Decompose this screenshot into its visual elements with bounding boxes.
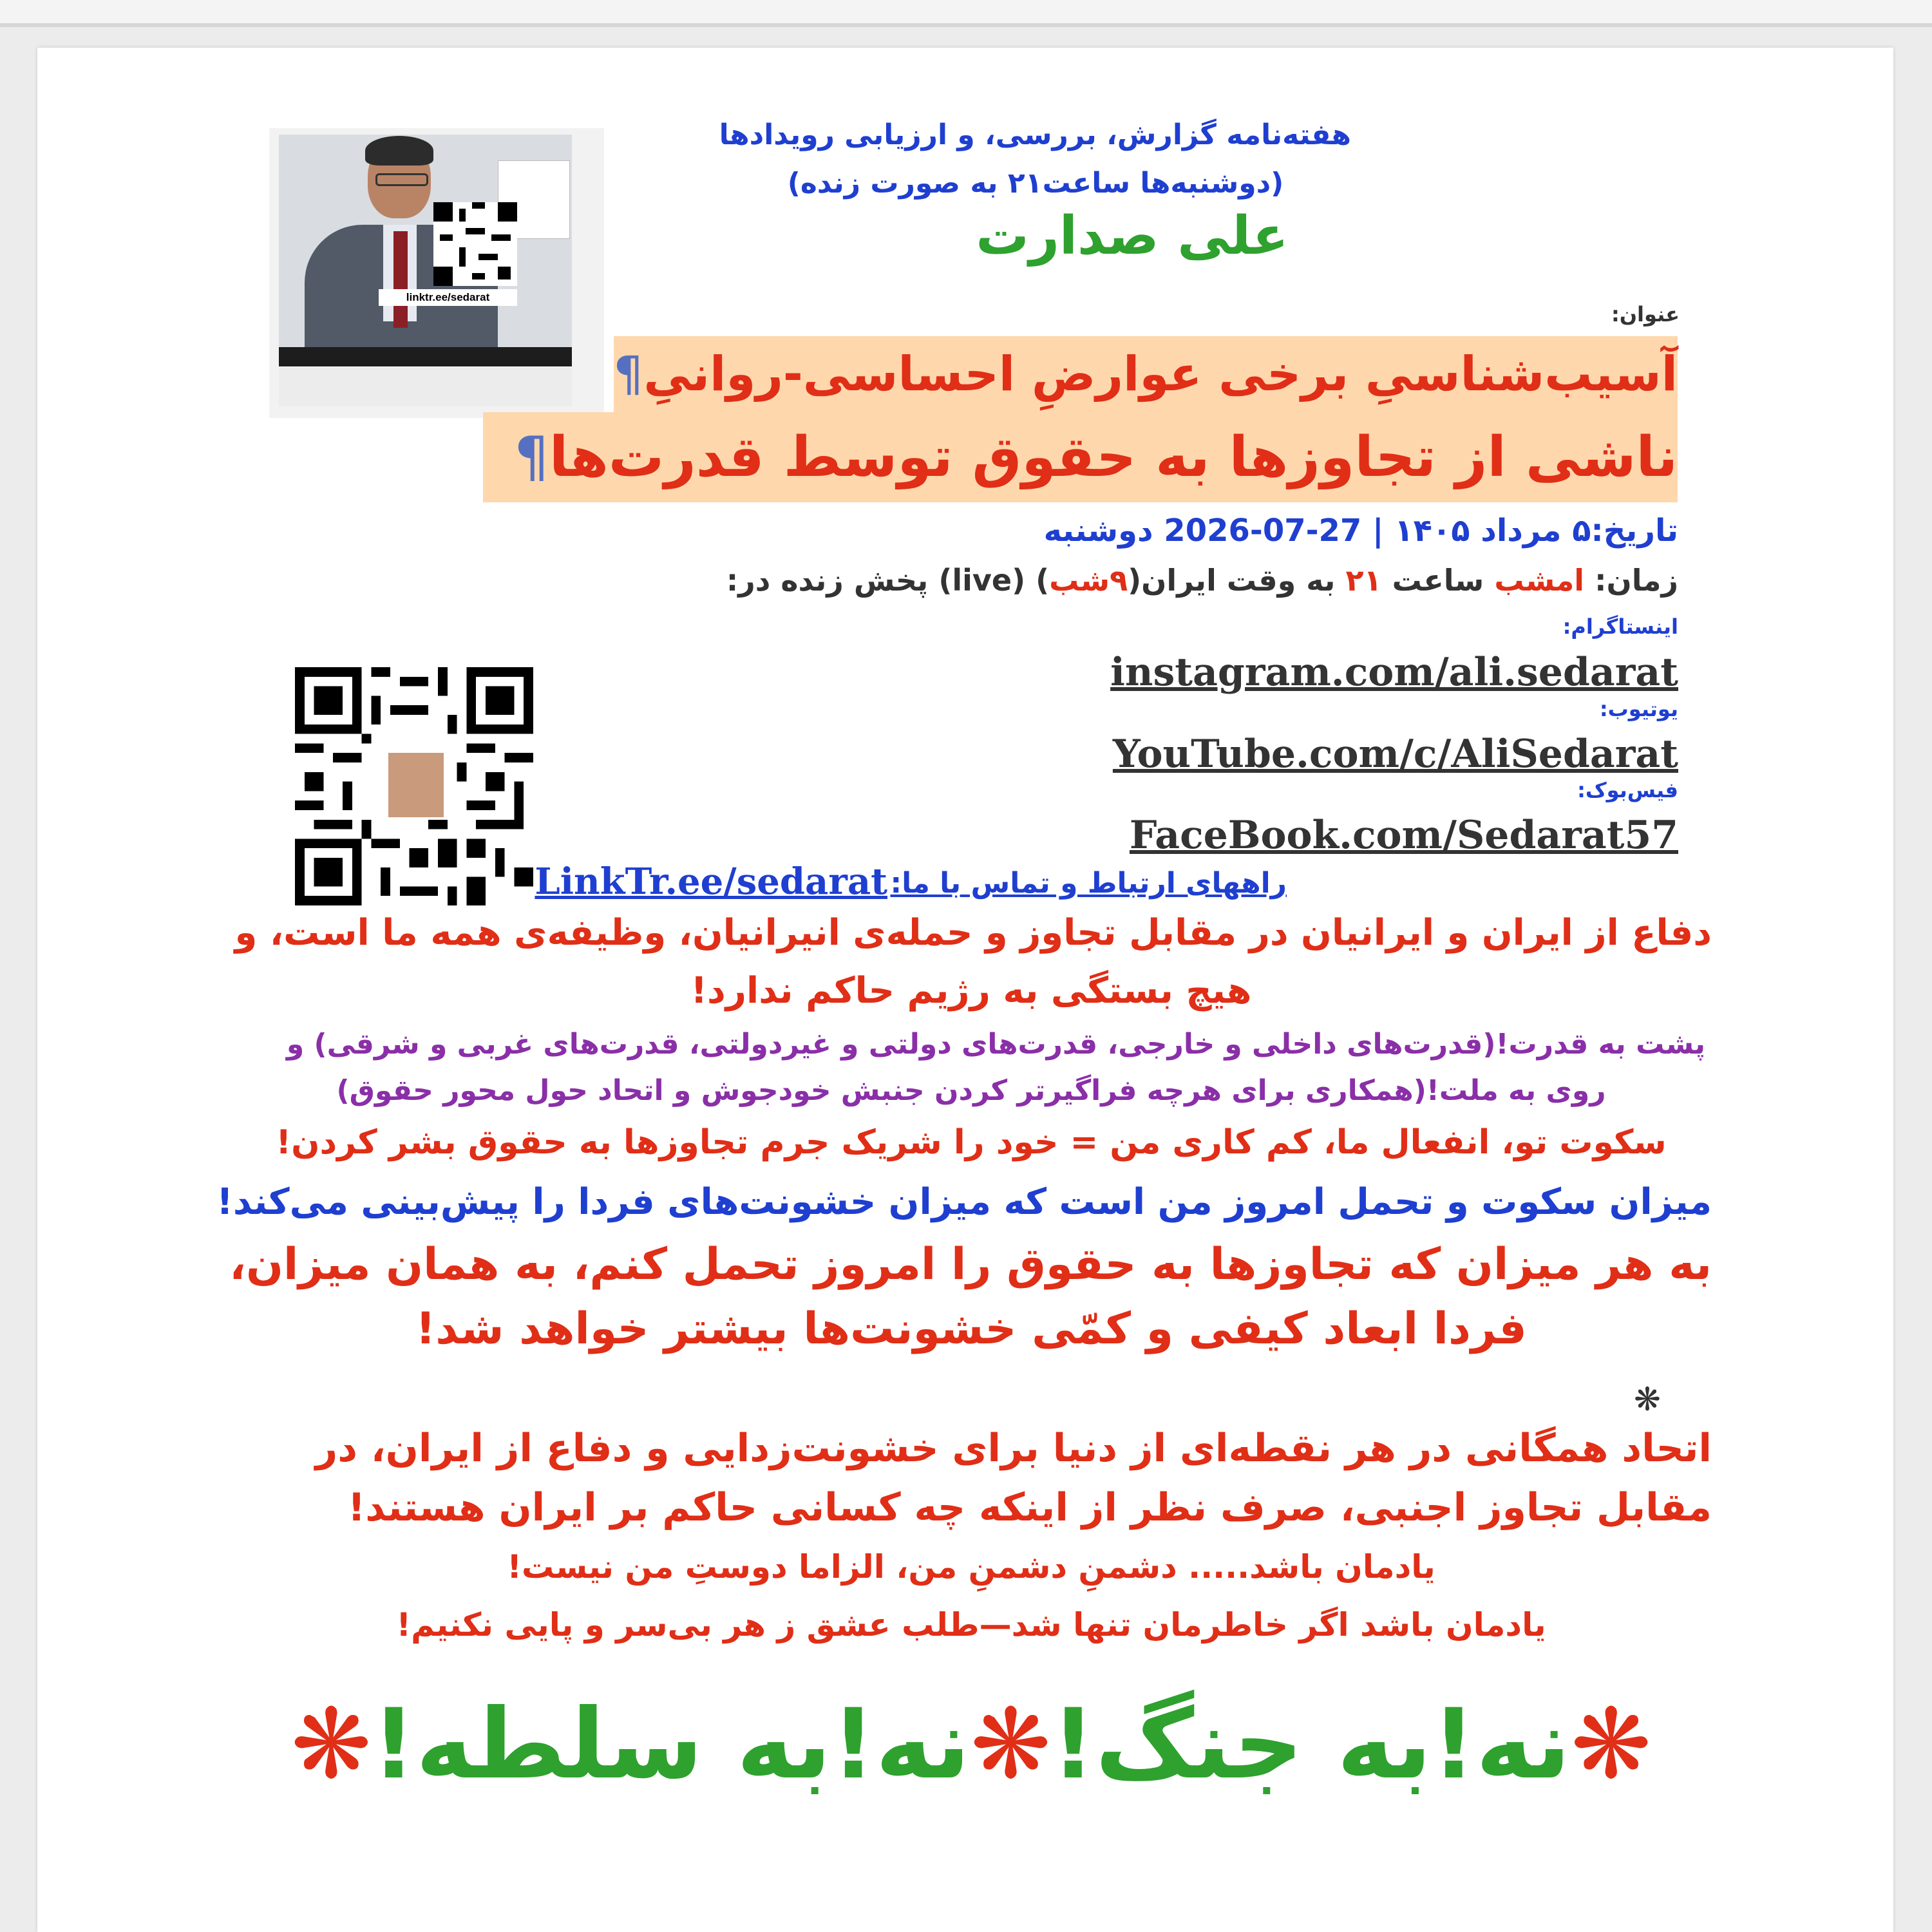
paragraph-2-line-2: روی به ملت!(همکاری برای هرچه فراگیرتر کردن جنبش خودجوش و اتحاد حول محور حقوق) bbox=[336, 1074, 1606, 1107]
photo-frame bbox=[279, 135, 572, 366]
paragraph-8: یادمان باشد اگر خاطرمان تنها شد—طلب عشق ز هر بی‌سر و پایی نکنیم! bbox=[396, 1606, 1546, 1643]
date-weekday: دوشنبه bbox=[1043, 513, 1153, 549]
slogan-star-icon-3: ❋ bbox=[290, 1689, 372, 1801]
divider-star-icon: ❋ bbox=[1634, 1381, 1661, 1418]
photo-tie bbox=[393, 231, 408, 328]
time-tonight: امشب bbox=[1494, 563, 1585, 598]
date-persian: ۵ مرداد ۱۴۰۵ bbox=[1394, 513, 1591, 549]
paragraph-2-line-1: پشت به قدرت!(قدرت‌های داخلی و خارجی، قدرت‌های دولتی و غیردولتی، قدرت‌های غربی و شرقی) و bbox=[286, 1028, 1705, 1061]
paragraph-4: میزان سکوت و تحمل امروز من است که میزان خشونت‌های فردا را پیش‌بینی می‌کند! bbox=[216, 1181, 1712, 1223]
instagram-link[interactable]: instagram.com/ali.sedarat bbox=[1110, 650, 1678, 695]
qr-center-photo bbox=[386, 751, 446, 819]
date-label: تاریخ: bbox=[1591, 513, 1678, 549]
date-separator: | bbox=[1372, 513, 1384, 549]
photo-caption: linktr.ee/sedarat bbox=[379, 289, 517, 306]
slogan bbox=[231, 1683, 1712, 1806]
time-live: ) (live) پخش زنده در: bbox=[726, 563, 1050, 598]
time-nine-pm: ۹شب bbox=[1049, 563, 1128, 598]
paragraph-1-line-1: دفاع از ایران و ایرانیان در مقابل تجاوز و حمله‌ی انیرانیان، وظیفه‌ی همه ما است، و bbox=[234, 912, 1712, 954]
time-hour-word: ساعت bbox=[1392, 563, 1484, 598]
facebook-link[interactable]: FaceBook.com/Sedarat57 bbox=[1129, 813, 1678, 858]
contact-link[interactable]: LinkTr.ee/sedarat bbox=[535, 860, 887, 903]
photo-glasses bbox=[375, 173, 428, 186]
slogan-part-1: نه!به جنگ! bbox=[1051, 1689, 1571, 1801]
document-page bbox=[37, 48, 1893, 1932]
title-line-1 bbox=[614, 336, 1678, 412]
header-line-1: هفته‌نامه گزارش، بررسی، و ارزیابی رویدادها bbox=[719, 118, 1351, 151]
time-hour: ۲۱ bbox=[1345, 563, 1382, 598]
slogan-star-icon-2: ❋ bbox=[970, 1689, 1052, 1801]
slogan-part-2: نه!به سلطه! bbox=[372, 1689, 971, 1801]
pilcrow-mark-2: ¶ bbox=[514, 425, 549, 489]
paragraph-3: سکوت تو، انفعال ما، کم کاری من = خود را شریک جرم تجاوزها به حقوق بشر کردن! bbox=[276, 1123, 1667, 1162]
paragraph-5-line-2: فردا ابعاد کیفی و کمّی خشونت‌ها بیشتر خواهد شد! bbox=[415, 1303, 1527, 1354]
time-line bbox=[681, 563, 1678, 598]
photo-qr-icon bbox=[433, 202, 517, 286]
social-label-facebook: فیس‌بوک: bbox=[1577, 778, 1678, 802]
paragraph-5-line-1: به هر میزان که تجاوزها به حقوق را امروز تحمل کنم، به همان میزان، bbox=[229, 1239, 1712, 1290]
paragraph-7: یادمان باشد..... دشمنِ دشمنِ من، الزاما دوستِ من نیست! bbox=[507, 1548, 1435, 1586]
window-top-bar bbox=[0, 0, 1932, 27]
paragraph-1-line-2: هیچ بستگی به رژیم حاکم ندارد! bbox=[690, 970, 1252, 1012]
date-gregorian: 2026-07-27 bbox=[1164, 513, 1362, 549]
paragraph-6-line-1: اتحاد همگانی در هر نقطه‌ای از دنیا برای خشونت‌زدایی و دفاع از ایران، در bbox=[315, 1426, 1712, 1471]
header-line-2: (دوشنبه‌ها ساعت۲۱ به صورت زنده) bbox=[787, 167, 1284, 200]
time-label: زمان: bbox=[1595, 563, 1678, 598]
time-tz: به وقت ایران( bbox=[1128, 563, 1336, 598]
pilcrow-mark: ¶ bbox=[613, 346, 644, 402]
title-line-2-text: ناشی از تجاوزها به حقوق توسط قدرت‌ها bbox=[549, 425, 1678, 489]
qr-code-icon bbox=[295, 667, 533, 905]
photo-desk bbox=[279, 347, 572, 366]
photo-footer bbox=[279, 368, 572, 406]
photo-hair bbox=[365, 136, 433, 166]
social-label-instagram: اینستاگرام: bbox=[1562, 614, 1678, 639]
social-label-youtube: یوتیوب: bbox=[1599, 697, 1678, 721]
slogan-star-icon: ❋ bbox=[1570, 1689, 1652, 1801]
title-line-2 bbox=[483, 412, 1678, 502]
title-line-1-text: آسیب‌شناسیِ برخی عوارضِ احساسی-روانیِ bbox=[643, 346, 1678, 402]
youtube-link[interactable]: YouTube.com/c/AliSedarat bbox=[1112, 732, 1678, 777]
contact-label: راههای ارتباط و تماس با ما: bbox=[890, 867, 1287, 900]
presenter-photo bbox=[269, 128, 604, 418]
photo-qr-svg bbox=[433, 202, 517, 286]
title-label: عنوان: bbox=[1611, 302, 1680, 327]
paragraph-6-line-2: مقابل تجاوز اجنبی، صرف نظر از اینکه چه کسانی حاکم بر ایران هستند! bbox=[347, 1485, 1712, 1530]
date-line bbox=[810, 513, 1678, 549]
host-name: علی صدارت bbox=[976, 205, 1289, 267]
